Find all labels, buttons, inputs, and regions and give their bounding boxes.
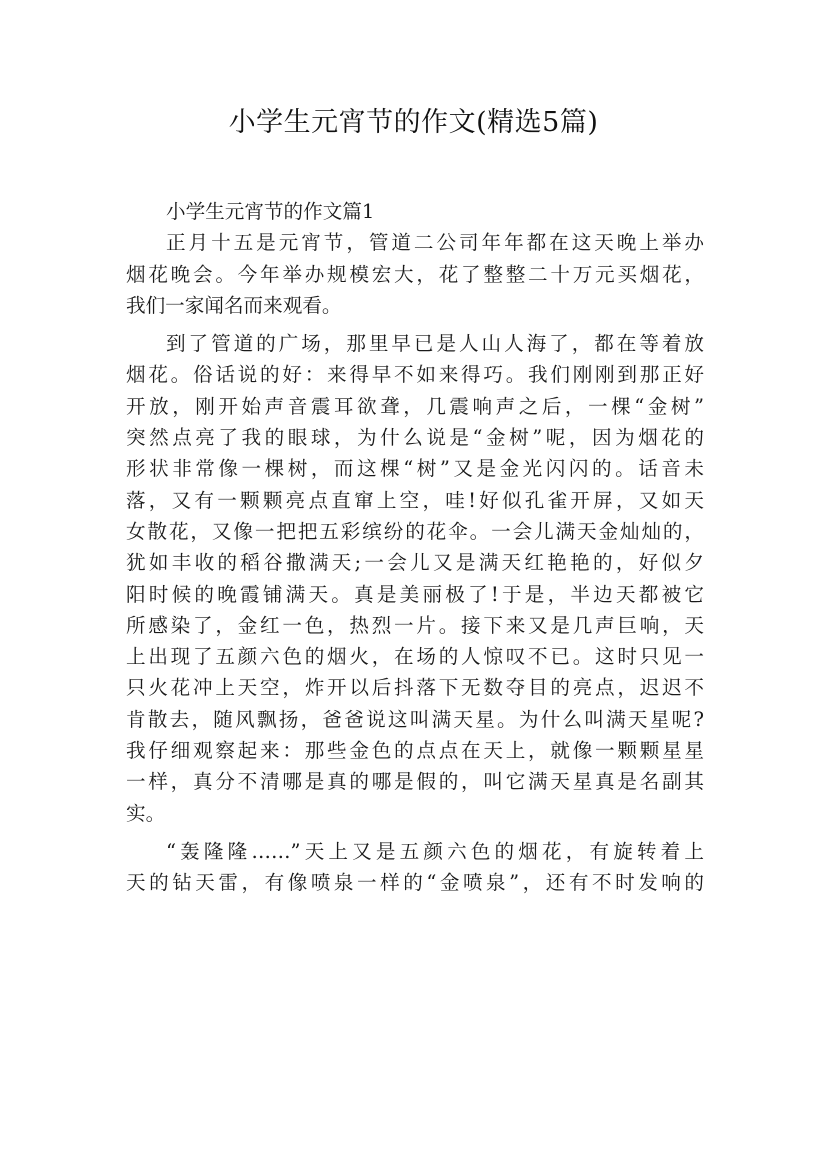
- paragraph-2-line-12: 只火花冲上天空，炸开以后抖落下无数夺目的亮点，迟迟不: [126, 676, 704, 700]
- paragraph-2-line-6: 落，又有一颗颗亮点直窜上空，哇!好似孔雀开屏，又如天: [126, 488, 704, 512]
- article-body: [126, 196, 704, 899]
- section-heading: 小学生元宵节的作文篇1: [166, 200, 375, 223]
- paragraph-2-line-4: 突然点亮了我的眼球，为什么说是“金树”呢，因为烟花的: [126, 426, 704, 450]
- paragraph-3-line-1: “轰隆隆……”天上又是五颜六色的烟花，有旋转着上: [166, 839, 704, 863]
- paragraph-2-line-14: 我仔细观察起来：那些金色的点点在天上，就像一颗颗星星: [126, 739, 704, 763]
- paragraph-2-line-5: 形状非常像一棵树，而这棵“树”又是金光闪闪的。话音未: [126, 457, 704, 481]
- paragraph-2-line-11: 上出现了五颜六色的烟火，在场的人惊叹不已。这时只见一: [126, 645, 704, 669]
- paragraph-2-line-9: 阳时候的晚霞铺满天。真是美丽极了!于是，半边天都被它: [126, 582, 704, 606]
- paragraph-2-line-7: 女散花，又像一把把五彩缤纷的花伞。一会儿满天金灿灿的，: [126, 519, 704, 543]
- paragraph-2-line-2: 烟花。俗话说的好：来得早不如来得巧。我们刚刚到那正好: [126, 363, 704, 387]
- paragraph-2-line-3: 开放，刚开始声音震耳欲聋，几震响声之后，一棵“金树”: [126, 394, 704, 418]
- paragraph-1-line-2: 烟花晚会。今年举办规模宏大，花了整整二十万元买烟花，: [126, 262, 704, 286]
- paragraph-2-line-16: 实。: [126, 801, 166, 825]
- paragraph-1-line-1: 正月十五是元宵节，管道二公司年年都在这天晚上举办: [166, 231, 704, 255]
- paragraph-2-line-8: 犹如丰收的稻谷撒满天;一会儿又是满天红艳艳的，好似夕: [126, 551, 704, 575]
- paragraph-2-line-1: 到了管道的广场，那里早已是人山人海了，都在等着放: [166, 332, 704, 356]
- paragraph-1-line-3: 我们一家闻名而来观看。: [126, 293, 342, 317]
- paragraph-3-line-2: 天的钻天雷，有像喷泉一样的“金喷泉”，还有不时发响的: [126, 871, 704, 895]
- paragraph-2-line-10: 所感染了，金红一色，热烈一片。接下来又是几声巨响，天: [126, 613, 704, 637]
- document-title: 小学生元宵节的作文(精选5篇): [228, 107, 599, 138]
- paragraph-2-line-13: 肯散去，随风飘扬，爸爸说这叫满天星。为什么叫满天星呢?: [126, 707, 704, 731]
- paragraph-2-line-15: 一样，真分不清哪是真的哪是假的，叫它满天星真是名副其: [126, 770, 704, 794]
